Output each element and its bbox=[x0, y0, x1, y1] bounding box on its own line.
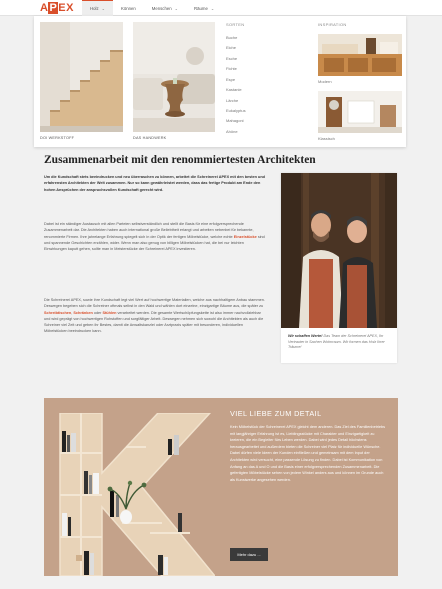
main-nav bbox=[82, 0, 222, 16]
highlight-einzelstuecke[interactable]: Einzelstücke bbox=[233, 234, 257, 239]
nav-item-menschen[interactable]: Menschen ⌄ bbox=[151, 5, 178, 11]
sorte-link[interactable]: Mahagoni bbox=[226, 118, 244, 123]
handwerk-caption[interactable]: DAS HANDWERK bbox=[133, 136, 167, 140]
sorte-link[interactable]: Esche bbox=[226, 56, 238, 61]
nav-item-holz[interactable]: Holz ⌄ bbox=[82, 0, 113, 16]
article-paragraph-2: Dabei ist ein ständiger Austausch mit allen Parteien selbstverständlich und stellt die Basis für eine erfolgversprechende Zusammenarbeit dar. Die Architekten haben auch international große Beliebtheit erlangt und arbeiten nebenbei für bekannte, renommierte Firmen. Ihre jahrelange Erfahrung spiegelt sich in der Optik der fertigen Möbelstücke, welche echte Einzelstücke sind und spannende Geschichten erzählen, wider. Wenn man also genug von billigen Möbelstücken hat, die bei nur leichten Einwirkungen kaputt gehen, sollte man in Meisterstücke der Schreinerei APEX investieren. bbox=[44, 222, 265, 252]
sorte-link[interactable]: Ahöne bbox=[226, 129, 238, 134]
team-photo bbox=[281, 173, 397, 328]
inspiration-modern-link[interactable]: Modern bbox=[318, 79, 332, 84]
brand-logo[interactable] bbox=[40, 2, 74, 14]
logo-mark: P bbox=[49, 2, 58, 14]
werkstoff-caption[interactable]: DOI WERKSTOFF bbox=[40, 136, 75, 140]
inspiration-modern-image[interactable] bbox=[318, 34, 402, 76]
handwerk-image[interactable] bbox=[133, 22, 215, 132]
link-schreibtischen[interactable]: Schreibtischen bbox=[44, 310, 72, 315]
nav-item-raeume[interactable]: Räume ⌄ bbox=[193, 5, 215, 11]
sorte-link[interactable]: Lärche bbox=[226, 98, 239, 103]
inspiration-klassisch-link[interactable]: Klassisch bbox=[318, 136, 335, 141]
sorten-heading: SORTEN bbox=[226, 22, 245, 27]
inspiration-heading: INSPIRATION bbox=[318, 22, 347, 27]
k-shelf-image bbox=[50, 413, 215, 576]
nav-item-koennen[interactable]: Können bbox=[120, 5, 136, 11]
article-intro: Um die Kundschaft stets beeindrucken und neu überraschen zu können, arbeitet die Schreinerei APEX mit den besten und erfahrensten Architekten der Welt zusammen. Nur so kann gewährleistet werden, dass das fertige Produkt am Ende den hohen Ansprüchen der anspruchsvollen Kundschaft gerecht wird. bbox=[44, 175, 265, 192]
link-schraenken[interactable]: Schränken bbox=[73, 310, 93, 315]
article-paragraph-3: Die Schreinerei APEX, sowie ihre Kundschaft legt viel Wert auf hochwertige Materialien, welche aus nachhaltigem Anbau stammen. Deswegen begeben sich die Schreiner oftmals selbst in den Wald und wählen dort einzelne, einzigartige Bäume aus, die später zu Schreibtischen, Schränken oder Stühlen verarbeitet werden. Die gesamte Wertschöpfungskette ist also immer nachvollziehbar und wird geprägt von hochwertigen Rohstoffen und sorgfältiger Arbeit. Deswegen nehmen sich sowohl die Architekten als auch die Schreiner viel Zeit und geben ihr Bestes, damit die Anwaltskanzlei oder Arztpraxis später mit besonderen, individuellen Möbelstücken beeindrucken kann. bbox=[44, 298, 265, 334]
werkstoff-image[interactable] bbox=[40, 22, 123, 132]
team-photo-caption: Wir schaffen Werte! Das Team der Schreinerei APEX, Ihr Vertrauter in Sachen Wohnraum. Wir formen das Holz Ihrer Träume! bbox=[288, 334, 385, 350]
chevron-down-icon: ⌄ bbox=[101, 6, 105, 11]
inspiration-klassisch-image[interactable] bbox=[318, 91, 402, 133]
logo-text-end: EX bbox=[58, 2, 74, 14]
mehr-dazu-button[interactable]: Mehr dazu ... bbox=[230, 548, 268, 561]
sorte-link[interactable]: Eiche bbox=[226, 45, 237, 50]
sorte-link[interactable]: Eukalyptus bbox=[226, 108, 246, 113]
chevron-down-icon: ⌄ bbox=[174, 5, 178, 11]
feature-title: VIEL LIEBE ZUM DETAIL bbox=[230, 409, 322, 418]
sorte-link[interactable]: Buche bbox=[226, 35, 238, 40]
feature-text: Kein Möbelstück der Schreinerei APEX gleicht dem anderen. Das Ziel des Familienbetriebs mit langjähriger Erfahrung ist es, Lieblingsstücke mit Charakter und Einzigartigkeit zu kreieren, die ein Begleiter fürs Leben werden. Dabei wird jedes Detail höchstens herausgearbeitet und außerdem bieten die Schreiner viel Platz für individuelle Wünsche. Dabei dürfen viele Ideen der Kunden einfließen und gemeinsam mit dem Input der Architekten wird versucht, eine passende Lösung zu finden. Dabei ist Kommunikation von Anfang an das A und O und die Basis einer erfolgversprechenden Zusammenarbeit. Die gefertigten Möbelstücke sehen von jedem Winkel anders aus und können im Grunde auch als Kunstwerke angesehen werden. bbox=[230, 425, 386, 482]
sorte-link[interactable]: Kastanie bbox=[226, 87, 242, 92]
site-header bbox=[0, 0, 442, 16]
sorte-link[interactable]: Fichte bbox=[226, 66, 237, 71]
link-stuehlen[interactable]: Stühlen bbox=[102, 310, 117, 315]
chevron-down-icon: ⌄ bbox=[210, 5, 215, 11]
logo-text: A bbox=[40, 2, 49, 14]
article-title: Zusammenarbeit mit den renommiertesten Architekten bbox=[44, 154, 316, 166]
sorte-link[interactable]: Espe bbox=[226, 77, 236, 82]
